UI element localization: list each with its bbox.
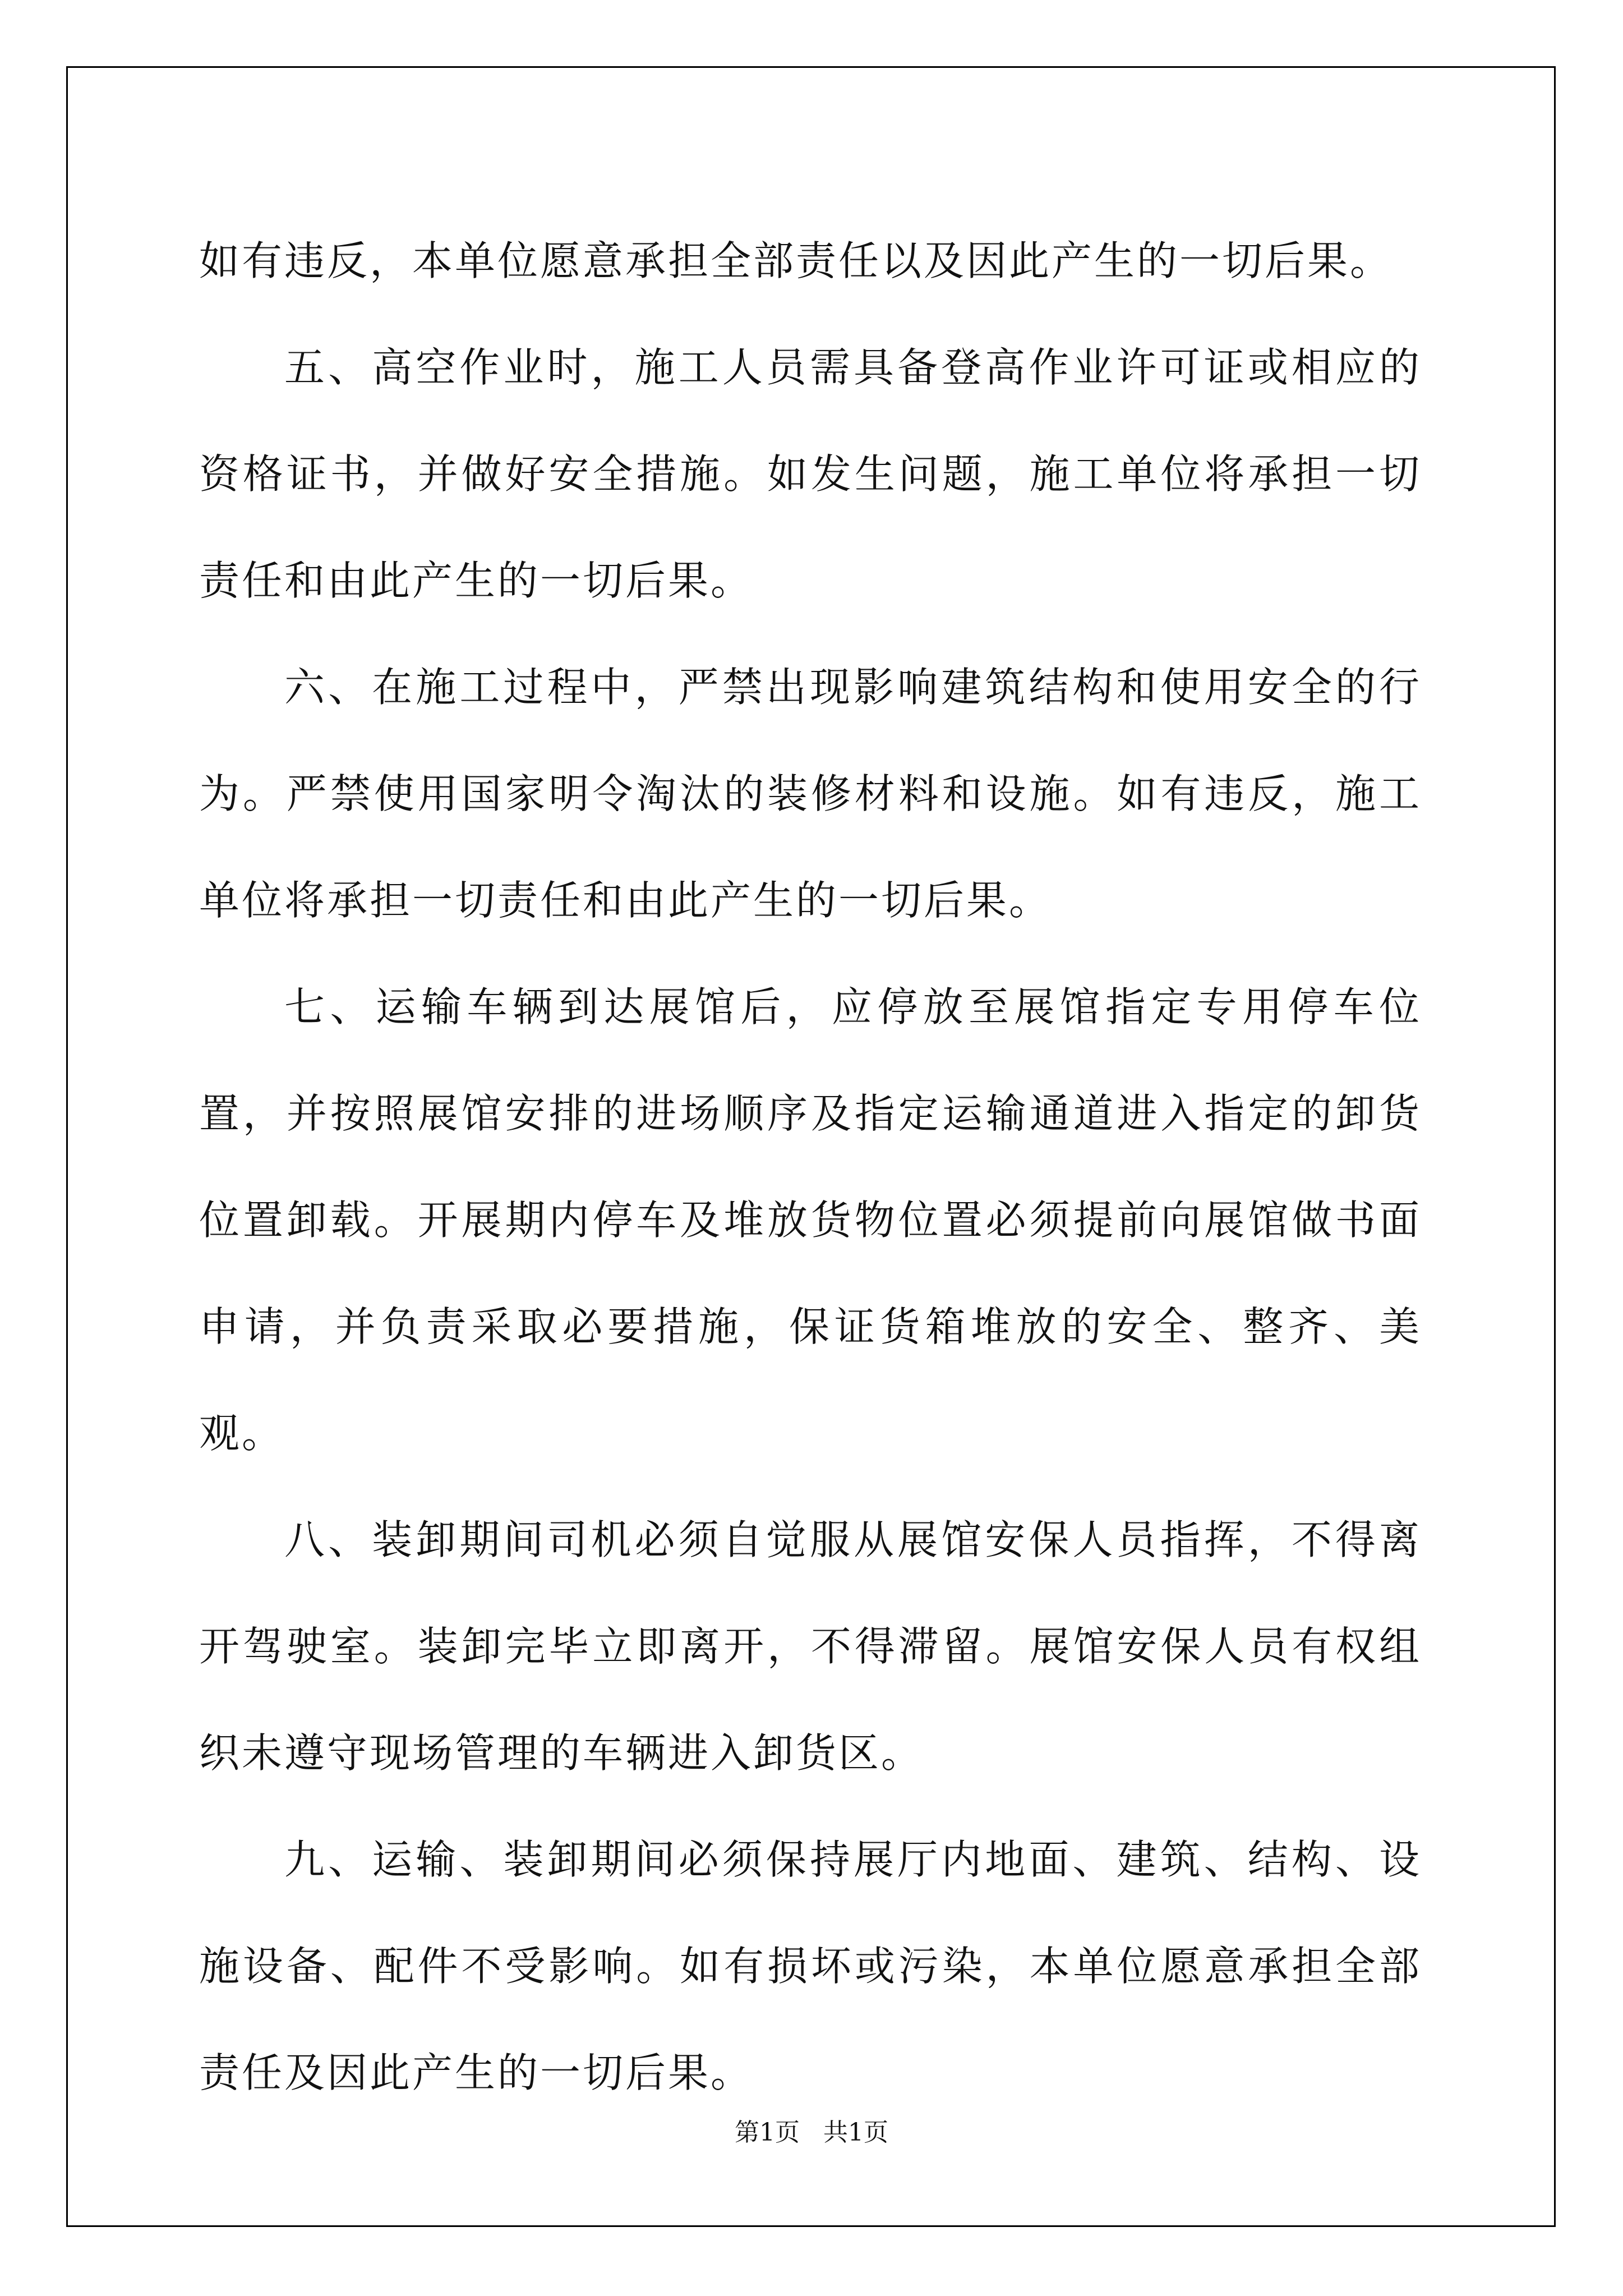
document-body [199,208,1422,2126]
paragraph-item-6: 六、在施工过程中，严禁出现影响建筑结构和使用安全的行为。严禁使用国家明令淘汰的装修材料和设施。如有违反，施工单位将承担一切责任和由此产生的一切后果。 [199,664,1422,924]
page-number-footer: 第1页 共1页 [735,2118,888,2147]
paragraph-item-9: 九、运输、装卸期间必须保持展厅内地面、建筑、结构、设施设备、配件不受影响。如有损坏或污染，本单位愿意承担全部责任及因此产生的一切后果。 [199,1836,1422,2096]
paragraph-item-5: 五、高空作业时，施工人员需具备登高作业许可证或相应的资格证书，并做好安全措施。如发生问题，施工单位将承担一切责任和由此产生的一切后果。 [199,344,1422,604]
paragraph-item-8: 八、装卸期间司机必须自觉服从展馆安保人员指挥，不得离开驾驶室。装卸完毕立即离开，不得滞留。展馆安保人员有权组织未遵守现场管理的车辆进入卸货区。 [199,1516,1422,1777]
paragraph-item-7: 七、运输车辆到达展馆后，应停放至展馆指定专用停车位置，并按照展馆安排的进场顺序及指定运输通道进入指定的卸货位置卸载。开展期内停车及堆放货物位置必须提前向展馆做书面申请，并负责采取必要措施，保证货箱堆放的安全、整齐、美观。 [199,983,1422,1457]
paragraph-continuation: 如有违反，本单位愿意承担全部责任以及因此产生的一切后果。 [199,237,1393,284]
